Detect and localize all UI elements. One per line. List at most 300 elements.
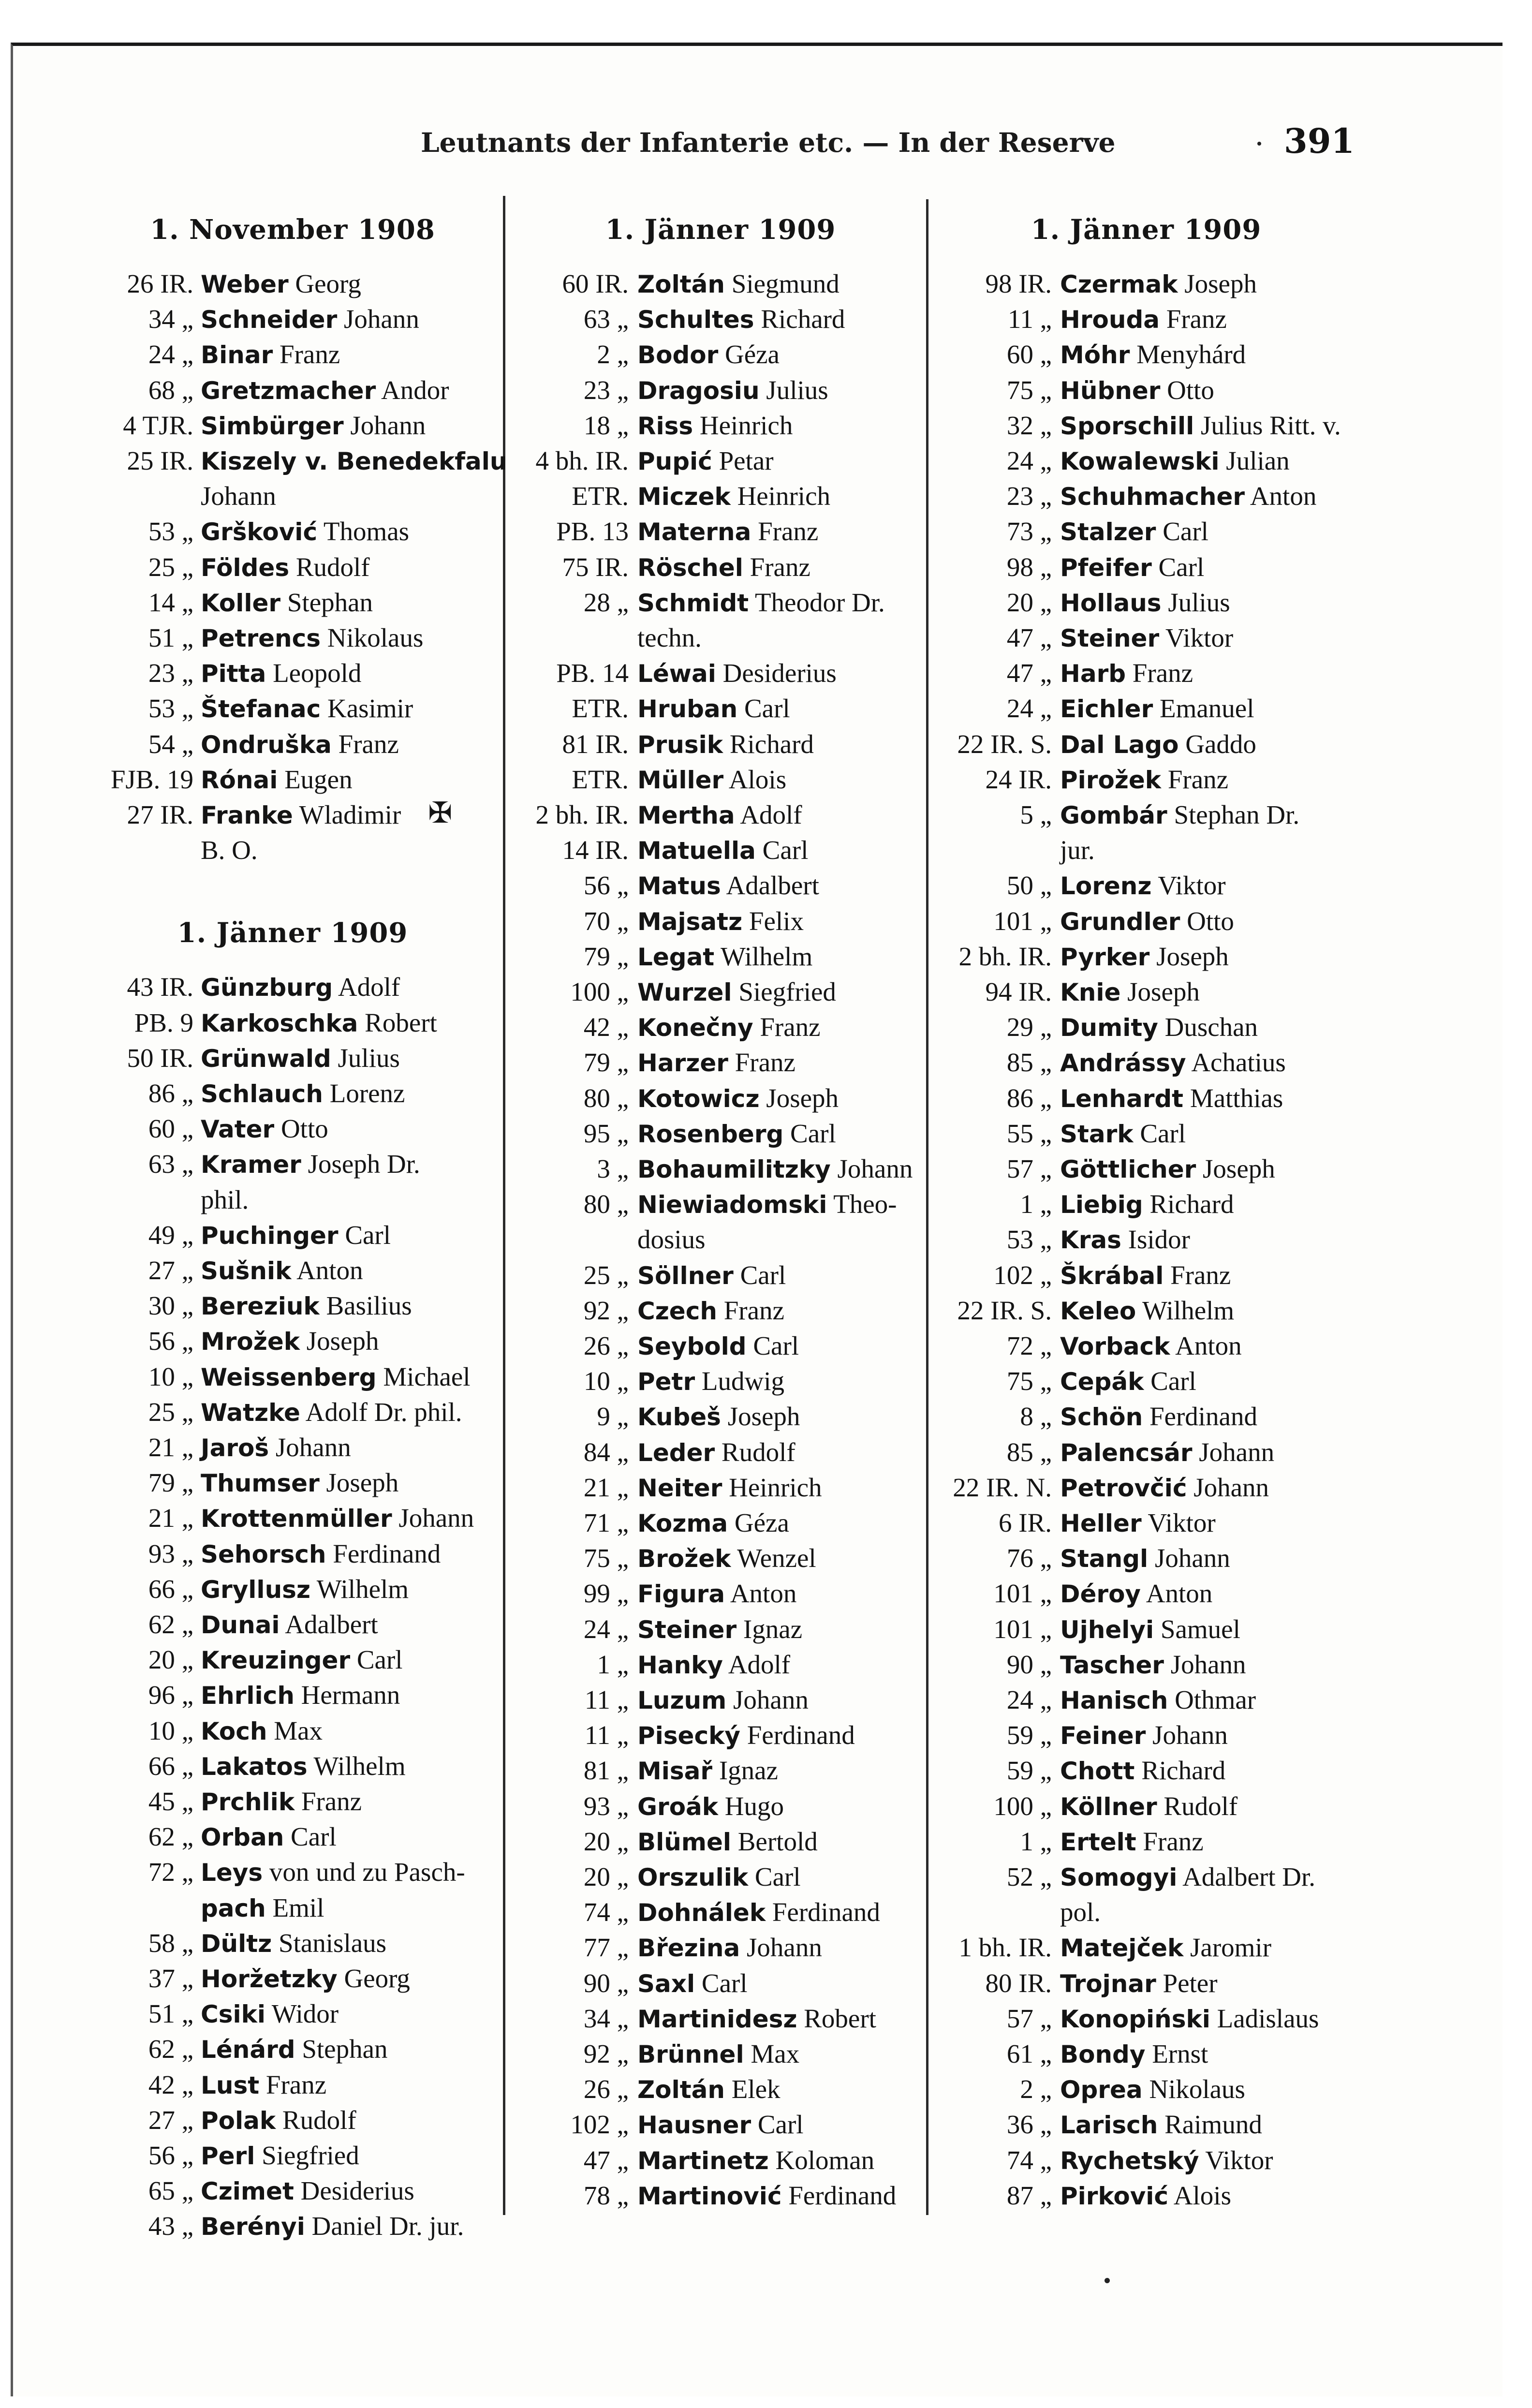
surname: Martinović [637,2182,782,2210]
regiment-number: 70 „ [583,906,629,936]
register-entry [94,1748,491,1784]
regiment-number: ETR. [572,481,629,511]
given-name: Johann [1193,1473,1269,1502]
regiment-number: 59 „ [1006,1756,1052,1785]
given-name: Carl [1158,552,1205,582]
surname: Orszulik [637,1863,749,1891]
given-name: Joseph [1184,269,1257,298]
regiment-number: 63 „ [148,1149,193,1179]
regiment-number: 57 „ [1006,2004,1052,2033]
regiment-number: 4 bh. IR. [535,446,629,475]
officer-name [637,1894,880,1931]
regiment-number: 43 IR. [127,972,193,1002]
given-name: Franz [265,2070,327,2099]
given-name: Jaromir [1190,1933,1272,1962]
given-name: Lorenz [329,1078,405,1108]
officer-name [1060,1222,1190,1258]
surname: Štefanac [201,695,321,723]
surname: Misař [637,1757,713,1785]
regiment-number: 62 „ [148,1610,193,1639]
surname: Pirožek [1060,766,1162,794]
given-name: Leopold [273,658,362,688]
regiment-number: 63 „ [583,304,629,334]
section-heading: 1. November 1908 [150,214,435,246]
register-entry [948,797,1344,832]
surname: Konečny [637,1014,753,1042]
given-name: Wilhelm [313,1751,406,1781]
register-entry [948,2036,1344,2071]
regiment-number: 2 bh. IR. [958,942,1052,971]
regiment-number: 75 IR. [562,552,629,582]
given-name: Siegfried [262,2141,359,2170]
given-name: Peter [1163,1968,1218,1998]
surname: Schön [1060,1403,1143,1431]
register-entry [94,1394,491,1430]
surname: Stark [1060,1120,1134,1148]
given-name: Franz [758,517,819,546]
register-entry [522,2036,919,2071]
surname: Orban [201,1823,284,1851]
officer-name [201,1394,462,1431]
register-entry [94,1642,491,1677]
officer-name [637,1824,818,1860]
register-entry [948,266,1344,301]
surname: Figura [637,1580,725,1608]
given-name: B. O. [201,835,258,865]
surname: Pfeifer [1060,554,1152,582]
given-name: jur. [1060,835,1095,865]
register-entry [94,1677,491,1713]
register-entry [948,2107,1344,2142]
given-name: Franz [735,1048,795,1077]
given-name: Johann [733,1685,809,1714]
officer-name [1060,1647,1246,1683]
regiment-number: 90 „ [1006,1650,1052,1679]
officer-name [201,1323,379,1359]
surname: Rónai [201,766,278,794]
regiment-number: 60 „ [148,1114,193,1143]
given-name: Wilhelm [1142,1296,1235,1325]
regiment-number: 4 TJR. [123,411,193,440]
register-entry [522,514,919,549]
given-name: Alois [728,765,787,794]
register-entry [522,832,919,868]
surname: Kotowicz [637,1085,760,1113]
surname: Matus [637,872,721,900]
given-name: Max [274,1716,323,1745]
officer-name [637,1222,706,1258]
register-entry [522,1824,919,1859]
register-entry [522,1930,919,1965]
given-name: Anton [1175,1331,1242,1360]
register-entry [948,1788,1344,1824]
given-name: Joseph Dr. [308,1149,420,1179]
officer-name [201,1607,378,1643]
regiment-number: 10 „ [148,1362,193,1391]
officer-name [1060,868,1226,904]
officer-name [637,1363,784,1400]
given-name: Ferdinand [333,1539,441,1568]
regiment-number: 96 „ [148,1680,193,1710]
register-entry [948,1186,1344,1222]
register-entry [94,1359,491,1394]
given-name: Carl [762,835,809,865]
regiment-number: 90 „ [583,1968,629,1998]
regiment-number: 1 „ [597,1650,629,1679]
officer-name [1060,832,1095,869]
regiment-number: 21 „ [583,1473,629,1502]
surname: Sušnik [201,1257,292,1285]
officer-name [1060,797,1299,833]
register-entry [522,2001,919,2036]
officer-name [201,1430,351,1466]
register-entry [522,797,919,832]
register-entry [94,408,491,443]
regiment-number: 3 „ [597,1154,629,1183]
given-name: Johann [837,1154,913,1183]
officer-name [1060,903,1234,940]
officer-name [637,832,808,869]
surname: Schmidt [637,589,749,617]
surname: Hruban [637,695,738,723]
officer-name [637,549,810,586]
regiment-number: 47 „ [1006,623,1052,652]
officer-name [201,969,400,1005]
register-entry [948,549,1344,585]
given-name: Géza [734,1508,789,1537]
surname: Neiter [637,1474,722,1502]
surname: Schultes [637,306,754,334]
given-name: Georg [344,1964,410,1993]
regiment-number: 25 „ [148,552,193,582]
officer-name [637,762,786,798]
given-name: Michael [383,1362,471,1391]
section-heading: 1. Jänner 1909 [1031,214,1262,246]
given-name: Joseph [1156,942,1229,971]
surname: Pisecký [637,1722,740,1750]
given-name: Bertold [737,1827,818,1856]
surname: Seybold [637,1332,747,1360]
register-entry [94,655,491,691]
regiment-number: 61 „ [1006,2039,1052,2068]
officer-name [637,2178,896,2214]
officer-name [201,1961,410,1997]
officer-name [201,762,353,798]
officer-name [637,1540,816,1577]
regiment-number: 18 „ [583,411,629,440]
officer-name [1060,2107,1262,2143]
given-name: Rudolf [721,1437,795,1467]
section-heading: 1. Jänner 1909 [605,214,836,246]
surname: Brožek [637,1545,731,1573]
register-entry [948,620,1344,655]
officer-name [1060,1293,1234,1329]
given-name: Franz [750,552,810,582]
officer-name [1060,726,1256,763]
regiment-number: 2 bh. IR. [535,800,629,829]
given-name: Carl [1163,517,1208,546]
surname: Matuella [637,837,756,865]
surname: Krottenmüller [201,1505,392,1533]
regiment-number: 34 „ [583,2004,629,2033]
register-entry [948,1930,1344,1965]
register-entry [948,1505,1344,1540]
given-name: Stephan Dr. [1174,800,1300,829]
regiment-number: 94 IR. [985,977,1052,1006]
surname: Keleo [1060,1297,1136,1325]
surname: Hrouda [1060,306,1160,334]
regiment-number: 2 „ [1020,2074,1052,2104]
regiment-number: 2 „ [597,340,629,369]
register-entry [522,1753,919,1788]
register-entry [948,2071,1344,2107]
officer-name [201,1642,403,1678]
officer-name [637,1965,748,2002]
register-entry [94,1925,491,1961]
regiment-number: 102 „ [570,2110,629,2139]
regiment-number: 75 „ [1006,375,1052,405]
officer-name [1060,1540,1230,1577]
register-entry [94,266,491,301]
surname: Gretzmacher [201,377,376,405]
regiment-number: 27 „ [148,2105,193,2135]
given-name: Matthias [1190,1083,1283,1113]
given-name: Franz [1170,1260,1231,1290]
officer-name [1060,1045,1286,1081]
regiment-number: 22 IR. S. [957,729,1052,759]
register-entry [94,2102,491,2138]
surname: Grünwald [201,1045,331,1073]
regiment-number: 100 „ [570,977,629,1006]
surname: Vorback [1060,1332,1170,1360]
regiment-number: ETR. [572,765,629,794]
officer-name [201,1076,405,1112]
officer-name [637,514,818,550]
surname: Karkoschka [201,1009,358,1037]
regiment-number: 93 „ [148,1539,193,1568]
surname: Blümel [637,1828,731,1856]
regiment-number: 75 „ [1006,1366,1052,1396]
regiment-number: 32 „ [1006,411,1052,440]
regiment-number: 79 „ [583,1048,629,1077]
surname: Ehrlich [201,1682,295,1710]
regiment-number: 79 „ [148,1468,193,1497]
officer-name [637,1505,789,1541]
register-entry [948,1859,1344,1894]
given-name: Géza [725,340,780,369]
regiment-number: 10 „ [583,1366,629,1396]
given-name: Joseph [1203,1154,1275,1183]
register-entry [948,372,1344,408]
register-entry [94,478,491,514]
given-name: Richard [761,304,845,334]
officer-name [201,1217,391,1254]
register-entry [948,1682,1344,1717]
surname: Schneider [201,306,338,334]
given-name: Ignaz [743,1614,803,1644]
surname: Cepák [1060,1368,1144,1396]
surname: Jaroš [201,1434,269,1462]
given-name: Felix [749,906,804,936]
officer-name [637,1576,796,1612]
register-entry [948,691,1344,726]
given-name: Georg [295,269,361,298]
officer-name [1060,2071,1245,2108]
regiment-number: 21 „ [148,1503,193,1533]
register-entry [522,691,919,726]
regiment-number: 79 „ [583,942,629,971]
officer-name [637,1434,795,1471]
regiment-number: 20 „ [583,1862,629,1891]
surname: Ondruška [201,731,332,759]
surname: Trojnar [1060,1970,1156,1998]
officer-name [637,1470,822,1506]
officer-name [201,797,401,833]
print-speck [1257,142,1261,146]
given-name: Franz [301,1787,362,1816]
regiment-number: 50 IR. [127,1043,193,1073]
surname: Léwai [637,660,716,688]
register-entry [522,2107,919,2142]
regiment-number: 37 „ [148,1964,193,1993]
regiment-number: 43 „ [148,2211,193,2241]
page-number: 391 [1284,121,1355,161]
regiment-number: 62 „ [148,1822,193,1851]
register-entry [522,1611,919,1647]
given-name: Johann [1170,1650,1246,1679]
given-name: Adalbert [726,871,819,900]
officer-name [637,1293,784,1329]
given-name: Hugo [724,1791,784,1821]
given-name: Daniel Dr. jur. [311,2211,464,2241]
register-entry [522,1363,919,1399]
given-name: Ladislaus [1217,2004,1319,2033]
officer-name [637,1399,800,1435]
officer-name [637,1045,795,1081]
register-entry [948,762,1344,797]
given-name: Theo- [833,1189,897,1219]
given-name: Julius [766,375,828,405]
officer-name [637,691,790,727]
given-name: Julius Ritt. v. [1200,411,1341,440]
surname: Ujhelyi [1060,1616,1154,1644]
surname: Weissenberg [201,1363,377,1391]
officer-name [637,1930,822,1966]
register-entry [522,1434,919,1470]
surname: Pupić [637,447,712,475]
given-name: Carl [1140,1119,1186,1148]
officer-name [1060,301,1227,338]
register-entry [94,1217,491,1253]
given-name: Anton [1146,1579,1213,1608]
given-name: Carl [701,1968,748,1998]
surname: Škrábal [1060,1262,1164,1290]
register-entry [94,762,491,797]
register-entry [94,514,491,549]
regiment-number: 26 IR. [127,269,193,298]
register-entry [522,301,919,337]
given-name: Viktor [1165,623,1234,652]
register-entry [94,549,491,585]
register-entry [522,939,919,974]
regiment-number: 22 IR. N. [953,1473,1052,1502]
given-name: Alois [1173,2181,1231,2210]
surname: Bereziuk [201,1292,320,1320]
regiment-number: 76 „ [1006,1543,1052,1573]
officer-name [1060,408,1341,444]
officer-name [201,832,258,869]
register-entry [948,1399,1344,1434]
surname: Röschel [637,554,743,582]
surname: Martinetz [637,2147,769,2175]
given-name: Joseph [727,1402,800,1431]
surname: Niewiadomski [637,1191,827,1219]
register-entry [522,1505,919,1540]
given-name: Robert [365,1008,437,1037]
given-name: dosius [637,1225,706,1254]
officer-name [1060,691,1254,727]
register-entry [94,372,491,408]
officer-name [201,1571,409,1608]
officer-name [201,549,370,586]
given-name: Gaddo [1185,729,1256,759]
given-name: Franz [1143,1827,1204,1856]
surname: Polak [201,2107,276,2135]
register-entry [948,1611,1344,1647]
register-entry [948,1965,1344,2001]
given-name: Ludwig [701,1366,784,1396]
surname: Franke [201,801,293,829]
regiment-number: 22 IR. S. [957,1296,1052,1325]
officer-name [1060,1717,1228,1754]
regiment-number: 42 „ [148,2070,193,2099]
surname: Majsatz [637,908,743,936]
given-name: Viktor [1158,871,1226,900]
surname: Prusik [637,731,723,759]
given-name: Franz [1166,304,1227,334]
register-entry [94,2173,491,2208]
officer-name [201,620,423,656]
surname: Tascher [1060,1651,1164,1679]
surname: Grundler [1060,908,1180,936]
register-entry [94,1005,491,1040]
surname: Günzburg [201,974,333,1002]
surname: Kowalewski [1060,447,1220,475]
officer-name [637,939,812,975]
officer-name [1060,478,1316,515]
given-name: Julian [1226,446,1290,475]
officer-name [201,478,276,515]
officer-name [201,443,507,479]
officer-name [637,443,774,479]
officer-name [637,1859,801,1895]
regiment-number: PB. 13 [556,517,629,546]
surname: Pitta [201,660,266,688]
given-name: Johann [747,1933,822,1962]
surname: Horžetzky [201,1965,338,1993]
register-entry [948,974,1344,1009]
given-name: Rudolf [1164,1791,1238,1821]
register-entry [94,620,491,655]
surname: Watzke [201,1399,300,1427]
register-entry [94,301,491,337]
regiment-number: 98 „ [1006,552,1052,582]
surname: Ertelt [1060,1828,1136,1856]
officer-name [201,2208,464,2245]
regiment-number: 23 „ [583,375,629,405]
officer-name [1060,1824,1204,1860]
surname: Kozma [637,1509,728,1537]
